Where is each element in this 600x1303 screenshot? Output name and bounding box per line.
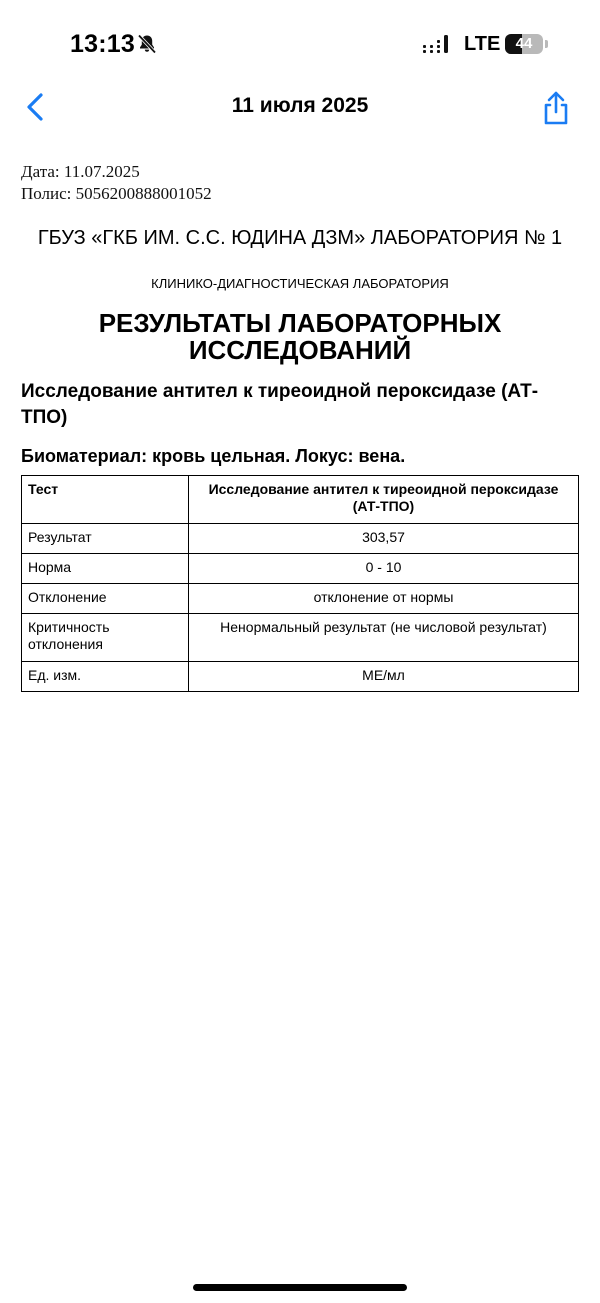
table-row <box>22 584 579 614</box>
row-label: Критичность отклонения <box>22 614 189 662</box>
organization-name: ГБУЗ «ГКБ ИМ. С.С. ЮДИНА ДЗМ» ЛАБОРАТОРИЯ № 1 <box>37 227 563 249</box>
row-label: Норма <box>22 554 189 584</box>
battery-icon <box>505 34 543 54</box>
table-row <box>22 614 579 662</box>
row-label: Ед. изм. <box>22 662 189 692</box>
table-row <box>22 554 579 584</box>
bell-slash-icon <box>136 33 158 55</box>
signal-icon <box>422 34 454 54</box>
laboratory-name: КЛИНИКО-ДИАГНОСТИЧЕСКАЯ ЛАБОРАТОРИЯ <box>151 276 449 291</box>
table-row <box>22 524 579 554</box>
row-value: МЕ/мл <box>189 662 579 692</box>
policy-number: Полис: 5056200888001052 <box>21 184 212 203</box>
document-date: Дата: 11.07.2025 <box>21 162 140 181</box>
status-time: 13:13 <box>70 30 135 58</box>
header-study: Исследование антител к тиреоидной пероксидазе (АТ-ТПО) <box>189 476 579 524</box>
share-icon <box>546 93 566 123</box>
row-value: 0 - 10 <box>189 554 579 584</box>
battery-level: 44 <box>515 35 533 52</box>
row-value: 303,57 <box>189 524 579 554</box>
table-row <box>22 662 579 692</box>
page-title: 11 июля 2025 <box>231 94 369 117</box>
status-bar <box>0 0 600 90</box>
biomaterial-info: Биоматериал: кровь цельная. Локус: вена. <box>21 446 406 466</box>
header-test: Тест <box>22 476 189 524</box>
network-type: LTE <box>464 33 501 55</box>
row-label: Результат <box>22 524 189 554</box>
home-indicator[interactable] <box>193 1284 407 1291</box>
study-title: Исследование антител к тиреоидной пероксидазе (АТ-ТПО) <box>21 381 539 428</box>
row-value: Ненормальный результат (не числовой результат) <box>189 614 579 662</box>
row-value: отклонение от нормы <box>189 584 579 614</box>
row-label: Отклонение <box>22 584 189 614</box>
document-meta <box>21 161 212 205</box>
report-title: РЕЗУЛЬТАТЫ ЛАБОРАТОРНЫХ ИССЛЕДОВАНИЙ <box>98 308 502 365</box>
share-button[interactable] <box>540 90 572 126</box>
battery-tip <box>545 40 548 48</box>
table-header-row <box>22 476 579 524</box>
results-table <box>21 475 579 692</box>
